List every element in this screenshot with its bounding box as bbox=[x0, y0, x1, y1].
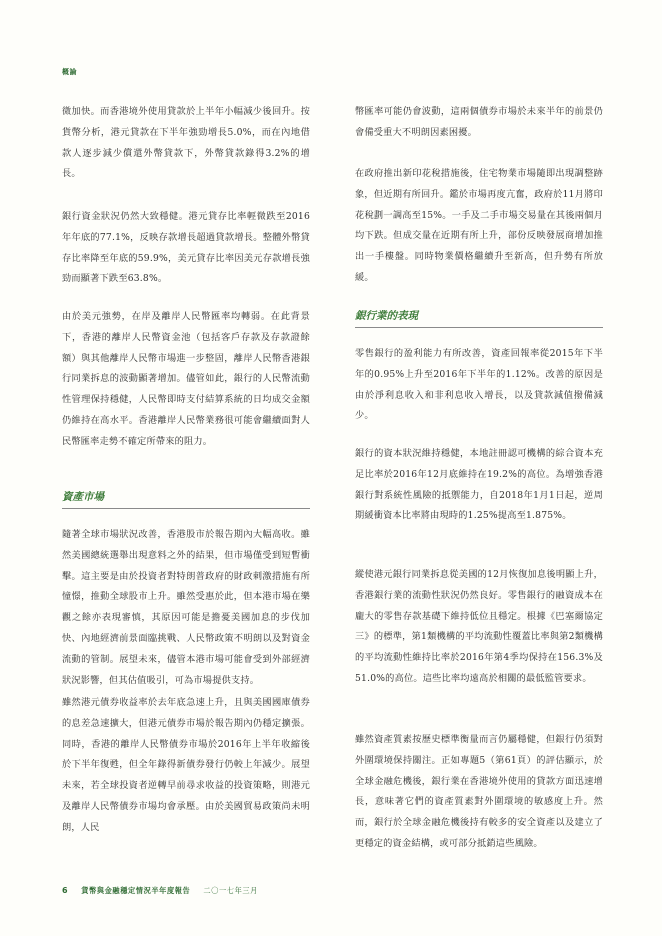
section-heading-banking-performance: 銀行業的表現 bbox=[355, 310, 418, 322]
paragraph: 雖然資產質素按歷史標準衡量而言仍屬穩健，但銀行仍須對外圍環境保持關注。正如專題5（第61頁）的評估顯示，於全球金融危機後，銀行業在香港境外使用的貸款方面迅速增長，意味著它們的資產質素對外圍環境的敏感度上升。然而，銀行於全球金融危機後持有較多的安全資產以及建立了更穩定的資金結構，或可部分抵銷這些風險。 bbox=[355, 734, 603, 849]
paragraph: 隨著全球市場狀況改善，香港股市於報告期內大幅高收。雖然美國總統選舉出現意料之外的結果，但市場僅受到短暫衝擊。這主要是由於投資者對特朗普政府的財政刺激措施有所憧憬，推動全球股市上升。雖然受惠於此，但本港市場在樂觀之餘亦表現審慎，其原因可能是擔憂美國加息的步伐加快、內地經濟前景面臨挑戰、人民幣政策不明朗以及對資金流動的管制。展望未來，儘管本港市場可能會受到外部經濟狀況影響，但其估值吸引，可為市場提供支持。 bbox=[62, 529, 310, 686]
paragraph: 縱使港元銀行同業拆息從美國的12月恢復加息後明顯上升，香港銀行業的流動性狀況仍然良好。零售銀行的融資成本在龐大的零售存款基礎下維持低位且穩定。根據《巴塞爾協定三》的標準，第1類機構的平均流動性覆蓋比率與第2類機構的平均流動性維持比率於2016年第4季均保持在156.3%及51.0%的高位。這些比率均遠高於相關的最低監管要求。 bbox=[355, 569, 603, 684]
page-footer bbox=[62, 886, 258, 896]
heading-divider bbox=[355, 327, 603, 328]
page-number: 6 bbox=[62, 886, 69, 895]
paragraph: 幣匯率可能仍會波動，這兩個債券市場於未來半年的前景仍會備受重大不明朗因素困擾。 bbox=[355, 106, 603, 138]
section-heading-asset-markets: 資產市場 bbox=[62, 491, 104, 503]
paragraph: 由於美元強勢，在岸及離岸人民幣匯率均轉弱。在此背景下，香港的離岸人民幣資金池（包括客戶存款及存款證餘額）與其他離岸人民幣市場進一步整固，離岸人民幣香港銀行同業拆息的波動顯著增加。儘管如此，銀行的人民幣流動性管理保持穩健，人民幣即時支付結算系統的日均成交金額仍維持在高水平。香港離岸人民幣業務很可能會繼續面對人民幣匯率走勢不確定所帶來的阻力。 bbox=[62, 311, 310, 447]
report-date: 二〇一七年三月 bbox=[203, 886, 258, 895]
paragraph: 在政府推出新印花稅措施後，住宅物業市場隨即出現調整跡象，但近期有所回升。鑑於市場再度亢奮，政府於11月將印花稅劃一調高至15%。一手及二手市場交易量在其後兩個月均下跌。但成交量在近期有所上升，部份反映發展商增加推出一手樓盤。同時物業價格繼續升至新高，但升勢有所放緩。 bbox=[355, 168, 603, 283]
section-label: 概論 bbox=[62, 68, 77, 76]
paragraph: 銀行資金狀況仍然大致穩健。港元貸存比率輕微跌至2016年年底的77.1%，反映存款增長超過貸款增長。整體外幣貸存比率降至年底的59.9%，美元貸存比率因美元存款增長強勁而顯著下跌至63.8%。 bbox=[62, 211, 310, 285]
paragraph: 雖然港元債券收益率於去年底急速上升，且與美國國庫債券的息差急速擴大，但港元債券市場於報告期內仍穩定擴張。同時，香港的離岸人民幣債券市場於2016年上半年收縮後於下半年復甦，但全年錄得新債券發行仍較上年減少。展望未來，若全球投資者逆轉早前尋求收益的投資策略，則港元及離岸人民幣債券市場均會承壓。由於美國貿易政策尚未明朗，人民 bbox=[62, 697, 310, 833]
heading-divider bbox=[62, 508, 310, 509]
paragraph: 銀行的資本狀況維持穩健，本地註冊認可機構的綜合資本充足比率於2016年12月底維持在19.2%的高位。為增強香港銀行對系統性風險的抵禦能力，自2018年1月1日起，逆周期緩衝資本比率將由現時的1.25%提高至1.875%。 bbox=[355, 448, 603, 522]
report-title: 貨幣與金融穩定情況半年度報告 bbox=[81, 886, 191, 895]
paragraph: 零售銀行的盈利能力有所改善，資產回報率從2015年下半年的0.95%上升至2016年下半年的1.12%。改善的原因是由於淨利息收入和非利息收入增長，以及貸款減值撥備減少。 bbox=[355, 348, 603, 422]
paragraph: 微加快。而香港境外使用貸款於上半年小幅減少後回升。按貨幣分析，港元貸款在下半年強勁增長5.0%，而在內地借款人逐步減少償還外幣貸款下，外幣貸款錄得3.2%的增長。 bbox=[62, 106, 310, 180]
